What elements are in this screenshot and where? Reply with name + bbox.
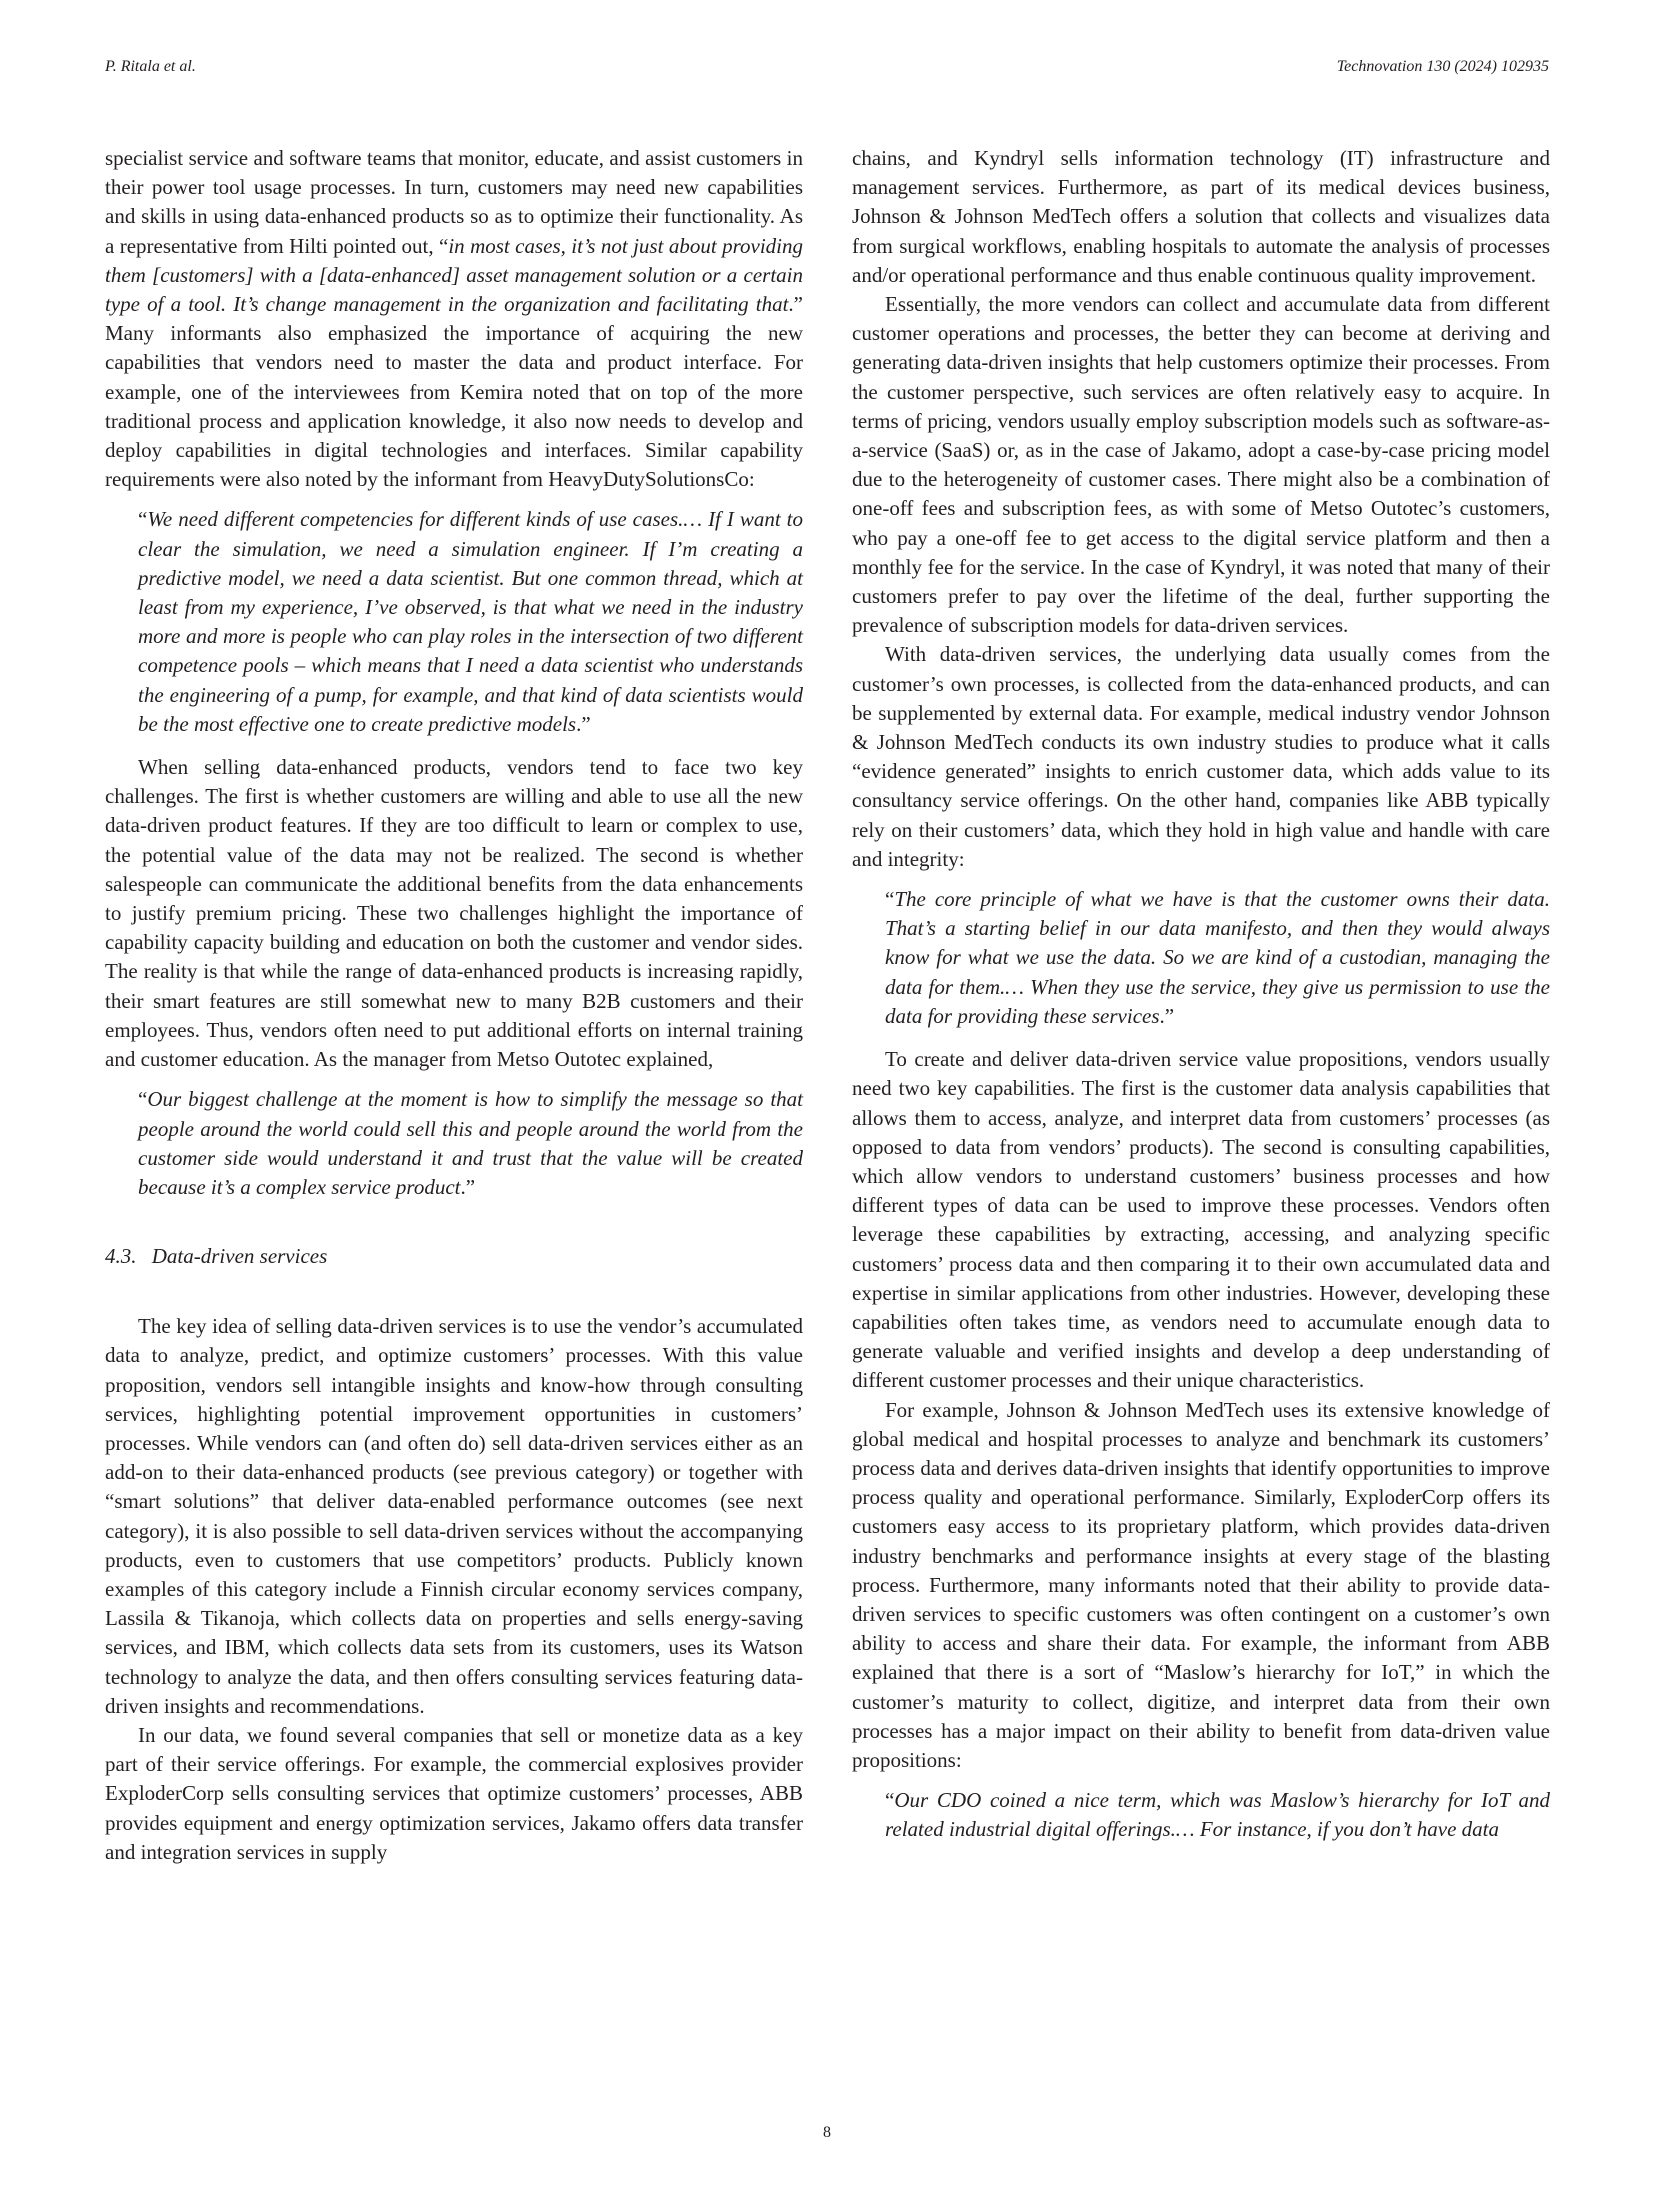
body-paragraph: specialist service and software teams that monitor, educate, and assist customers in their power tool usage processes. In turn, customers may need new capabilities and skills in using data-enhanced products so as to optimize their functionality. As a representative from Hilti pointed out, “in most cases, it’s not just about providing them [customers] with a [data-enhanced] asset management solution or a certain type of a tool. It’s change management in the organization and facilitating that.” Many informants also emphasized the importance of acquiring the new capabilities that vendors need to master the data and product interface. For example, one of the interviewees from Kemira noted that on top of the more traditional process and application knowledge, it also now needs to develop and deploy capabilities in digital technologies and interfaces. Similar capability requirements were also noted by the informant from HeavyDutySolutionsCo: [105,146,803,492]
section-number: 4.3. [105,1244,137,1269]
section-heading [105,1242,803,1271]
body-paragraph: chains, and Kyndryl sells information technology (IT) infrastructure and management services. Furthermore, as part of its medical devices business, Johnson & Johnson MedTech offers a solution that collects and visualizes data from surgical workflows, enabling hospitals to automate the analysis of processes and/or operational performance and thus enable continuous quality improvement. [852,146,1550,287]
right-column [852,144,1550,1859]
running-head [105,58,1549,76]
left-column [105,144,803,1867]
block-quote: “Our CDO coined a nice term, which was Maslow’s hierarchy for IoT and related industrial digital offerings.… For instance, if you don’t have data [885,1788,1550,1842]
body-paragraph: Essentially, the more vendors can collect and accumulate data from different customer operations and processes, the better they can become at deriving and generating data-driven insights that help customers optimize their processes. From the customer perspective, such services are often relatively easy to acquire. In terms of pricing, vendors usually employ subscription models such as software-as-a-service (SaaS) or, as in the case of Jakamo, adopt a case-by-case pricing model due to the heterogeneity of customer cases. There might also be a combination of one-off fees and subscription fees, as with some of Metso Outotec’s customers, who pay a one-off fee to get access to the digital service platform and then a monthly fee for the service. In the case of Kyndryl, it was noted that many of their customers prefer to pay over the lifetime of the deal, further supporting the prevalence of subscription models for data-driven services. [852,292,1550,638]
block-quote: “The core principle of what we have is that the customer owns their data. That’s a starting belief in our data manifesto, and then they would always know for what we use the data. So we are kind of a custodian, managing the data for them.… When they use the service, they give us permission to use the data for providing these services.” [885,887,1550,1028]
body-paragraph: In our data, we found several companies that sell or monetize data as a key part of their service offerings. For example, the commercial explosives provider ExploderCorp sells consulting services that optimize customers’ processes, ABB provides equipment and energy optimization services, Jakamo offers data transfer and integration services in supply [105,1722,803,1864]
block-quote: “Our biggest challenge at the moment is how to simplify the message so that people around the world could sell this and people around the world from the customer side would understand it and trust that the value will be created because it’s a complex service product.” [138,1087,803,1199]
body-paragraph: When selling data-enhanced products, vendors tend to face two key challenges. The first is whether customers are willing and able to use all the new data-driven product features. If they are too difficult to learn or complex to use, the potential value of the data may not be realized. The second is whether salespeople can communicate the additional benefits from the data enhancements to justify premium pricing. These two challenges highlight the importance of capability capacity building and education on both the customer and vendor sides. The reality is that while the range of data-enhanced products is increasing rapidly, their smart features are still somewhat new to many B2B customers and their employees. Thus, vendors often need to put additional efforts on internal training and customer education. As the manager from Metso Outotec explained, [105,755,803,1072]
body-paragraph: With data-driven services, the underlying data usually comes from the customer’s own processes, is collected from the data-enhanced products, and can be supplemented by external data. For example, medical industry vendor Johnson & Johnson MedTech conducts its own industry studies to produce what it calls “evidence generated” insights to enrich customer data, which adds value to its consultancy service offerings. On the other hand, companies like ABB typically rely on their customers’ data, which they hold in high value and handle with care and integrity: [852,642,1550,871]
body-paragraph: The key idea of selling data-driven services is to use the vendor’s accumulated data to analyze, predict, and optimize customers’ processes. With this value proposition, vendors sell intangible insights and know-how through consulting services, highlighting potential improvement opportunities in customers’ processes. While vendors can (and often do) sell data-driven services either as an add-on to their data-enhanced products (see previous category) or together with “smart solutions” that deliver data-enabled performance outcomes (see next category), it is also possible to sell data-driven services without the accompanying products, even to customers that use competitors’ products. Publicly known examples of this category include a Finnish circular economy services company, Lassila & Tikanoja, which collects data on properties and sells energy-saving services, and IBM, which collects data sets from its customers, uses its Watson technology to analyze the data, and then offers consulting services featuring data-driven insights and recommendations. [105,1314,803,1718]
section-title: Data-driven services [151,1244,328,1269]
inline-quote: in most cases, it’s not just about providing them [customers] with a [data-enhanced] asset management solution or a certain type of a tool. It’s change management in the organization and facilitating that [105,233,803,317]
header-author: P. Ritala et al. [105,58,196,75]
body-paragraph: To create and deliver data-driven service value propositions, vendors usually need two key capabilities. The first is the customer data analysis capabilities that allows them to access, analyze, and interpret data from customers’ processes (as opposed to data from vendors’ products). The second is consulting capabilities, which allow vendors to understand customers’ business processes and how different types of data can be used to improve these processes. Vendors often leverage these capabilities by extracting, accessing, and analyzing specific customers’ process data and then comparing it to their own accumulated data and expertise in similar applications from other industries. However, developing these capabilities often takes time, as vendors need to accumulate enough data to generate valuable and verified insights and develop a deep understanding of different customer processes and their unique characteristics. [852,1047,1550,1393]
block-quote: “We need different competencies for different kinds of use cases.… If I want to clear the simulation, we need a simulation engineer. If I’m creating a predictive model, we need a data scientist. But one common thread, which at least from my experience, I’ve observed, is that what we need in the industry more and more is people who can play roles in the intersection of two different competence pools – which means that I need a data scientist who understands the engineering of a pump, for example, and that kind of data scientists would be the most effective one to create predictive models.” [138,507,803,736]
header-journal: Technovation 130 (2024) 102935 [1336,58,1549,75]
page-number: 8 [823,2124,831,2141]
body-paragraph: For example, Johnson & Johnson MedTech uses its extensive knowledge of global medical and hospital processes to analyze and benchmark its customers’ process data and derives data-driven insights that identify opportunities to improve process quality and operational performance. Similarly, ExploderCorp offers its customers easy access to its proprietary platform, which provides data-driven industry benchmarks and performance insights at every stage of the blasting process. Furthermore, many informants noted that their ability to provide data-driven services to specific customers was often contingent on a customer’s own ability to access and share their data. For example, the informant from ABB explained that there is a sort of “Maslow’s hierarchy for IoT,” in which the customer’s maturity to collect, digitize, and interpret data from their own processes has a major impact on their ability to benefit from data-driven value propositions: [852,1397,1550,1772]
